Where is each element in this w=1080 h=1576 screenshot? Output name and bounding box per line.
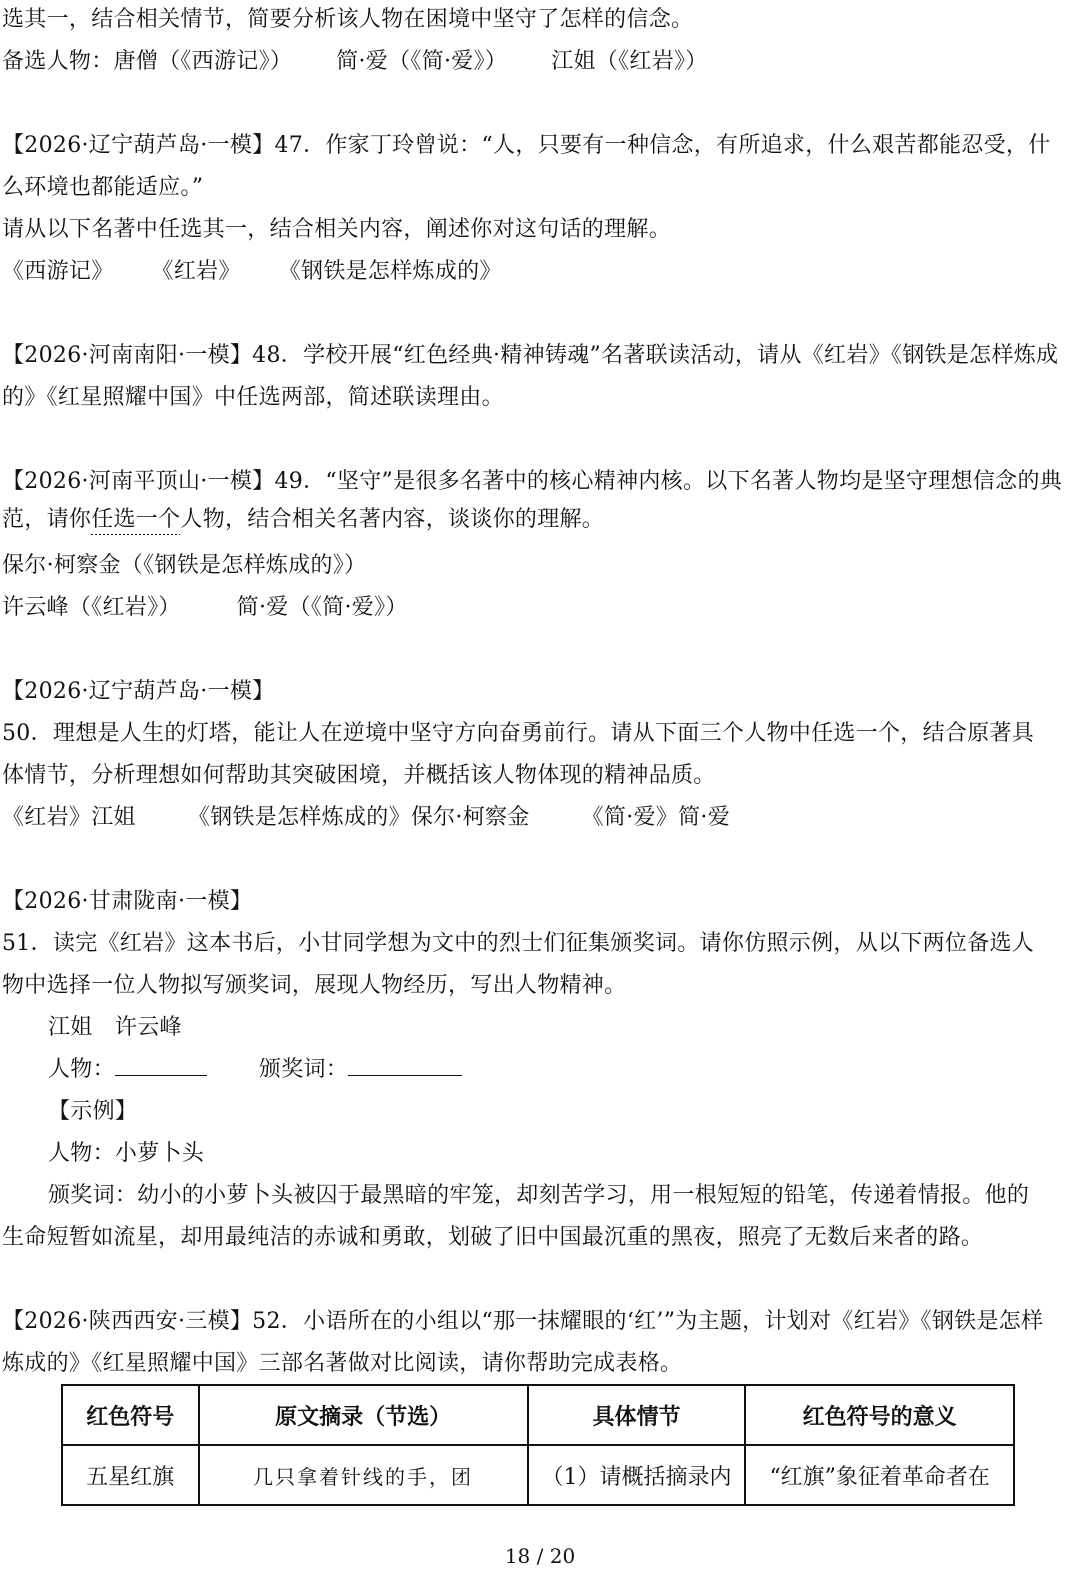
example-award-text: 生命短暂如流星，却用最纯洁的赤诚和勇敢，划破了旧中国最沉重的黑夜，照亮了无数后来者的路。: [2, 1225, 984, 1250]
question-51-line: 物中选择一位人物拟写颁奖词，展现人物经历，写出人物精神。: [2, 973, 627, 998]
question-47-line: 请从以下名著中任选其一，结合相关内容，阐述你对这句话的理解。: [2, 217, 672, 242]
candidate-list: 许云峰（《红岩》） 简·爱（《简·爱》）: [2, 595, 408, 620]
candidate-list: 江姐 许云峰: [48, 1015, 182, 1040]
page-number: 18 / 20: [504, 1544, 576, 1568]
question-48-line: 【2026·河南南阳·一模】48．学校开展“红色经典·精神铸魂”名著联读活动，请从《红岩》《钢铁是怎样炼成: [2, 343, 1059, 368]
table-header-cell: 红色符号的意义: [745, 1385, 1014, 1445]
question-52-line: 炼成的》《红星照耀中国》三部名著做对比阅读，请你帮助完成表格。: [2, 1351, 683, 1376]
example-award-text: 颁奖词：幼小的小萝卜头被囚于最黑暗的牢笼，却刻苦学习，用一根短短的铅笔，传递着情报。他的: [48, 1183, 1030, 1208]
candidate-list: 保尔·柯察金（《钢铁是怎样炼成的》）: [2, 553, 367, 578]
example-label: 【示例】: [48, 1099, 138, 1124]
candidate-list: 《红岩》江姐 《钢铁是怎样炼成的》保尔·柯察金 《简·爱》简·爱: [2, 805, 730, 830]
table-row: [62, 1445, 1014, 1505]
table-header-row: [62, 1385, 1014, 1445]
question-49-line: 【2026·河南平顶山·一模】49．“坚守”是很多名著中的核心精神内核。以下名著人物均是坚守理想信念的典: [2, 469, 1063, 494]
table-cell: 几只拿着针线的手，团: [199, 1445, 528, 1505]
answer-fields: 人物： 颁奖词：: [48, 1055, 1074, 1085]
candidate-list: 备选人物：唐僧（《西游记》） 简·爱（《简·爱》） 江姐（《红岩》）: [2, 49, 708, 74]
person-blank[interactable]: [115, 1055, 207, 1076]
question-50-header: 【2026·辽宁葫芦岛·一模】: [2, 679, 275, 704]
text-line: 选其一，结合相关情节，简要分析该人物在困境中坚守了怎样的信念。: [2, 7, 694, 32]
comparison-table: [61, 1384, 1015, 1506]
table-header-cell: 原文摘录（节选）: [199, 1385, 528, 1445]
question-51-header: 【2026·甘肃陇南·一模】: [2, 889, 253, 914]
book-list: 《西游记》 《红岩》 《钢铁是怎样炼成的》: [2, 259, 502, 284]
table-cell: （1）请概括摘录内: [528, 1445, 746, 1505]
question-52-line: 【2026·陕西西安·三模】52．小语所在的小组以“那一抹耀眼的‘红’”为主题，计划对《红岩》《钢铁是怎样: [2, 1309, 1044, 1334]
table-header-cell: 红色符号: [62, 1385, 199, 1445]
emphasis-dots: 任选一个: [91, 507, 181, 532]
question-47-line: 么环境也都能适应。”: [2, 175, 204, 200]
table-header-cell: 具体情节: [528, 1385, 746, 1445]
question-47-line: 【2026·辽宁葫芦岛·一模】47．作家丁玲曾说：“人，只要有一种信念，有所追求，什么艰苦都能忍受，什: [2, 133, 1051, 158]
question-51-line: 51．读完《红岩》这本书后，小甘同学想为文中的烈士们征集颁奖词。请你仿照示例，从以下两位备选人: [2, 931, 1035, 956]
question-49-line: 范，请你任选一个人物，结合相关名著内容，谈谈你的理解。: [2, 507, 605, 532]
question-48-line: 的》《红星照耀中国》中任选两部，简述联读理由。: [2, 385, 504, 410]
question-50-line: 50．理想是人生的灯塔，能让人在逆境中坚守方向奋勇前行。请从下面三个人物中任选一个，结合原著具: [2, 721, 1035, 746]
example-person: 人物：小萝卜头: [48, 1141, 205, 1166]
table-cell: 五星红旗: [62, 1445, 199, 1505]
question-50-line: 体情节，分析理想如何帮助其突破困境，并概括该人物体现的精神品质。: [2, 763, 716, 788]
table-cell: “红旗”象征着革命者在: [745, 1445, 1014, 1505]
award-text-blank[interactable]: [348, 1055, 462, 1076]
